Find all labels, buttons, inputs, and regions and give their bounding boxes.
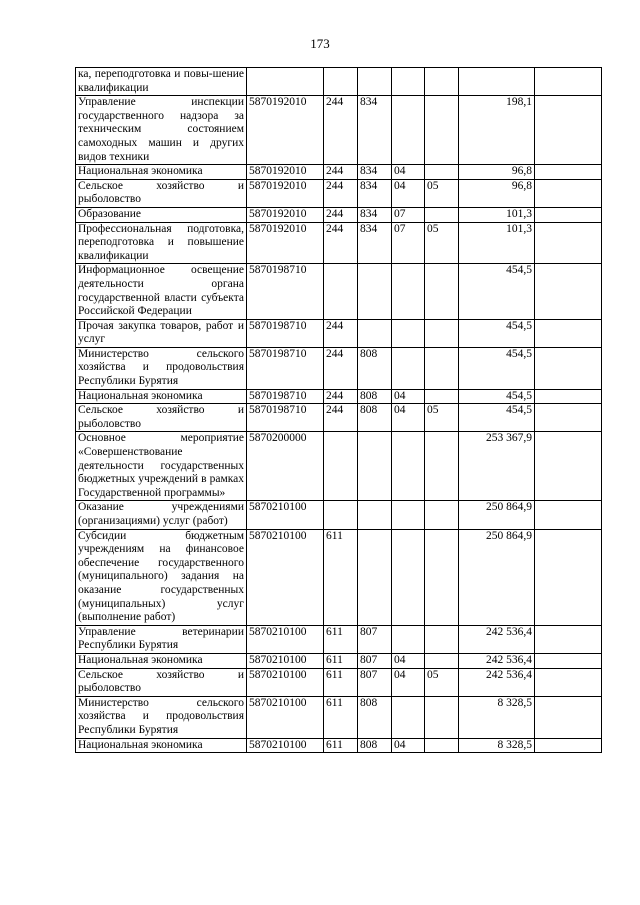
page-number: 173 [310,36,330,51]
amount: 8 328,5 [459,696,535,738]
amount: 96,8 [459,179,535,207]
target-article-code: 5870210100 [247,653,324,668]
expense-type-code [324,68,358,96]
target-article-code: 5870210100 [247,529,324,625]
section-code: 04 [392,668,425,696]
table-row [76,432,602,501]
table-row [76,529,602,625]
row-name: Управление инспекции государственного надзора за техническим состоянием самоходных машин и других видов техники [76,96,247,165]
ministry-code: 834 [358,179,392,207]
target-article-code: 5870192010 [247,179,324,207]
subsection-code [425,738,459,753]
table-row [76,165,602,180]
expense-type-code [324,501,358,529]
expense-type-code: 244 [324,207,358,222]
row-name: Субсидии бюджетным учреждениям на финансовое обеспечение государственного (муниципального) задания на оказание государственных (муниципальных) услуг (выполнение работ) [76,529,247,625]
expense-type-code: 611 [324,625,358,653]
table-row [76,653,602,668]
amount: 96,8 [459,165,535,180]
subsection-code [425,501,459,529]
table-row [76,264,602,319]
table-row [76,389,602,404]
extra-cell [535,668,602,696]
amount: 101,3 [459,222,535,264]
table-row [76,696,602,738]
row-name: Национальная экономика [76,389,247,404]
ministry-code [358,319,392,347]
target-article-code: 5870192010 [247,207,324,222]
table-row [76,179,602,207]
section-code [392,696,425,738]
target-article-code: 5870210100 [247,696,324,738]
extra-cell [535,529,602,625]
extra-cell [535,501,602,529]
extra-cell [535,432,602,501]
target-article-code: 5870198710 [247,264,324,319]
target-article-code: 5870192010 [247,165,324,180]
ministry-code [358,501,392,529]
ministry-code: 808 [358,347,392,389]
amount: 101,3 [459,207,535,222]
extra-cell [535,68,602,96]
ministry-code: 808 [358,696,392,738]
target-article-code: 5870210100 [247,625,324,653]
subsection-code [425,653,459,668]
ministry-code: 834 [358,165,392,180]
table-row [76,68,602,96]
section-code: 04 [392,179,425,207]
target-article-code: 5870198710 [247,404,324,432]
row-name: Основное мероприятие «Совершенствование деятельности государственных бюджетных учреждений в рамках Государственной программы» [76,432,247,501]
section-code [392,529,425,625]
section-code [392,625,425,653]
ministry-code: 807 [358,668,392,696]
subsection-code [425,96,459,165]
extra-cell [535,264,602,319]
subsection-code [425,165,459,180]
subsection-code [425,529,459,625]
expense-type-code: 611 [324,668,358,696]
amount: 454,5 [459,389,535,404]
target-article-code: 5870198710 [247,319,324,347]
extra-cell [535,404,602,432]
subsection-code [425,696,459,738]
amount: 198,1 [459,96,535,165]
subsection-code: 05 [425,179,459,207]
extra-cell [535,96,602,165]
expense-type-code: 244 [324,96,358,165]
ministry-code: 808 [358,404,392,432]
row-name: Сельское хозяйство и рыболовство [76,404,247,432]
row-name: Министерство сельского хозяйства и продовольствия Республики Бурятия [76,347,247,389]
row-name: Прочая закупка товаров, работ и услуг [76,319,247,347]
table-row [76,738,602,753]
target-article-code: 5870210100 [247,501,324,529]
section-code: 04 [392,404,425,432]
table-row [76,319,602,347]
section-code [392,319,425,347]
table-body [76,68,602,753]
target-article-code: 5870192010 [247,96,324,165]
row-name: Национальная экономика [76,738,247,753]
extra-cell [535,207,602,222]
ministry-code [358,529,392,625]
table-row [76,96,602,165]
extra-cell [535,625,602,653]
row-name: Управление ветеринарии Республики Бурятия [76,625,247,653]
table-row [76,222,602,264]
target-article-code: 5870210100 [247,738,324,753]
section-code [392,96,425,165]
extra-cell [535,696,602,738]
target-article-code: 5870210100 [247,668,324,696]
extra-cell [535,179,602,207]
section-code: 07 [392,222,425,264]
ministry-code: 807 [358,653,392,668]
table-row [76,501,602,529]
subsection-code [425,319,459,347]
ministry-code [358,432,392,501]
subsection-code [425,264,459,319]
table-row [76,668,602,696]
expense-type-code: 244 [324,165,358,180]
expense-type-code [324,264,358,319]
extra-cell [535,347,602,389]
expense-type-code: 611 [324,696,358,738]
row-name: Сельское хозяйство и рыболовство [76,179,247,207]
table-row [76,207,602,222]
row-name: Оказание учреждениями (организациями) услуг (работ) [76,501,247,529]
amount: 8 328,5 [459,738,535,753]
amount: 454,5 [459,319,535,347]
amount: 242 536,4 [459,653,535,668]
subsection-code [425,68,459,96]
section-code: 04 [392,165,425,180]
section-code [392,264,425,319]
amount: 454,5 [459,347,535,389]
row-name: ка, переподготовка и повы-шение квалификации [76,68,247,96]
subsection-code: 05 [425,222,459,264]
amount: 242 536,4 [459,668,535,696]
row-name: Образование [76,207,247,222]
table-row [76,347,602,389]
row-name: Профессиональная подготовка, переподготовка и повышение квалификации [76,222,247,264]
row-name: Сельское хозяйство и рыболовство [76,668,247,696]
section-code [392,68,425,96]
expense-type-code: 244 [324,222,358,264]
target-article-code: 5870198710 [247,347,324,389]
ministry-code [358,264,392,319]
subsection-code: 05 [425,404,459,432]
ministry-code: 807 [358,625,392,653]
expense-type-code: 244 [324,347,358,389]
expense-type-code: 244 [324,319,358,347]
ministry-code: 808 [358,389,392,404]
subsection-code [425,207,459,222]
amount: 250 864,9 [459,529,535,625]
subsection-code [425,432,459,501]
row-name: Министерство сельского хозяйства и продовольствия Республики Бурятия [76,696,247,738]
table-row [76,404,602,432]
target-article-code: 5870198710 [247,389,324,404]
expense-type-code: 244 [324,389,358,404]
expense-type-code [324,432,358,501]
target-article-code [247,68,324,96]
amount: 454,5 [459,264,535,319]
section-code: 04 [392,653,425,668]
ministry-code [358,68,392,96]
extra-cell [535,165,602,180]
subsection-code [425,625,459,653]
expense-type-code: 244 [324,404,358,432]
budget-table [75,67,602,753]
section-code [392,432,425,501]
ministry-code: 834 [358,222,392,264]
row-name: Национальная экономика [76,165,247,180]
extra-cell [535,738,602,753]
target-article-code: 5870192010 [247,222,324,264]
row-name: Информационное освещение деятельности органа государственной власти субъекта Российской Федерации [76,264,247,319]
extra-cell [535,222,602,264]
subsection-code [425,347,459,389]
section-code [392,347,425,389]
amount: 253 367,9 [459,432,535,501]
expense-type-code: 244 [324,179,358,207]
amount: 242 536,4 [459,625,535,653]
amount: 454,5 [459,404,535,432]
section-code: 04 [392,389,425,404]
expense-type-code: 611 [324,738,358,753]
section-code [392,501,425,529]
amount [459,68,535,96]
ministry-code: 834 [358,96,392,165]
table-row [76,625,602,653]
extra-cell [535,389,602,404]
section-code: 07 [392,207,425,222]
target-article-code: 5870200000 [247,432,324,501]
row-name: Национальная экономика [76,653,247,668]
ministry-code: 834 [358,207,392,222]
expense-type-code: 611 [324,529,358,625]
subsection-code: 05 [425,668,459,696]
subsection-code [425,389,459,404]
section-code: 04 [392,738,425,753]
extra-cell [535,653,602,668]
ministry-code: 808 [358,738,392,753]
expense-type-code: 611 [324,653,358,668]
extra-cell [535,319,602,347]
amount: 250 864,9 [459,501,535,529]
